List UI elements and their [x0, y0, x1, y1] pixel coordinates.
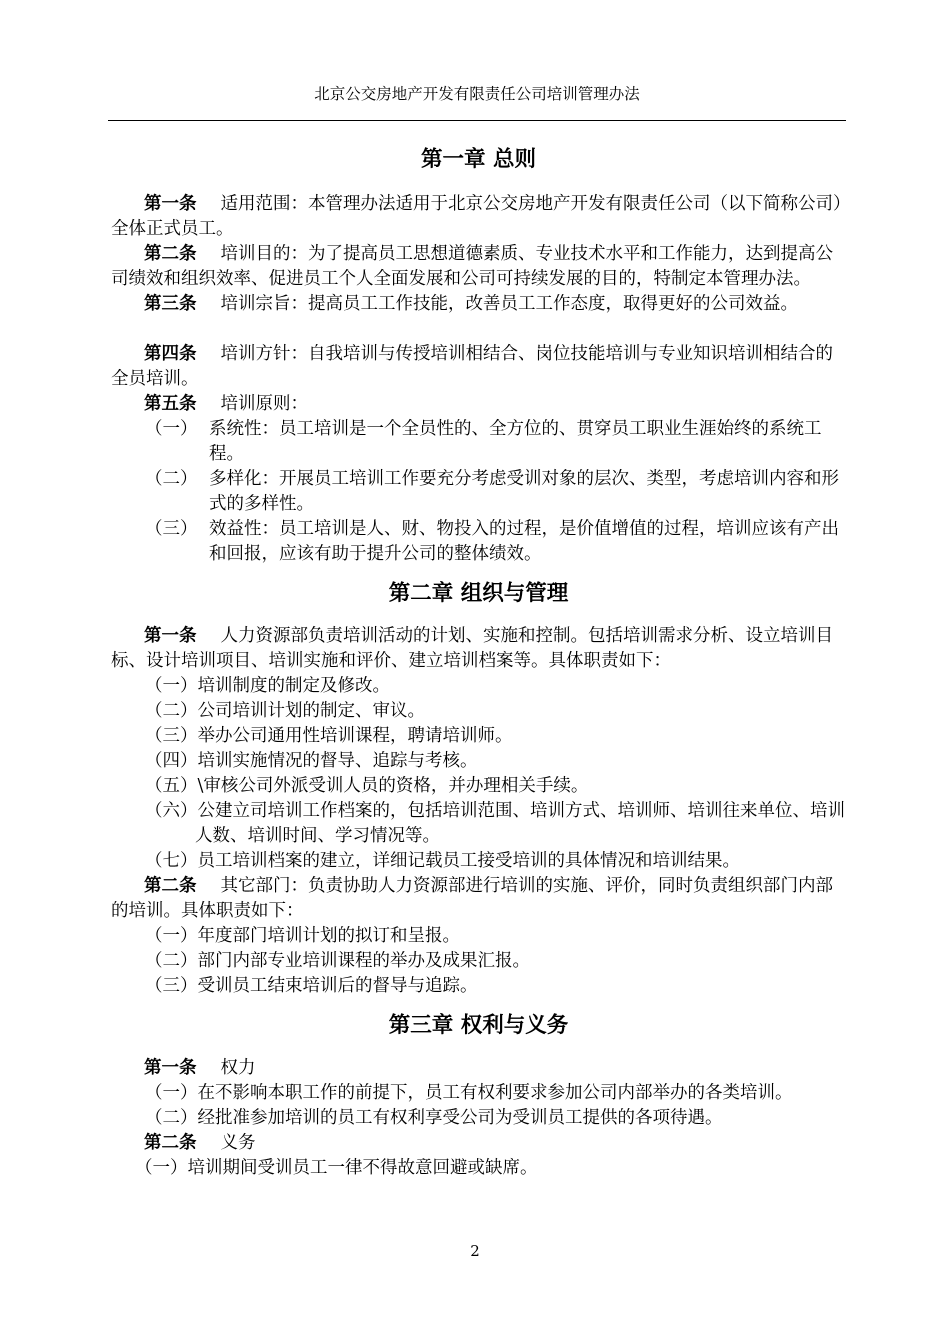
article-text: 培训原则：	[220, 394, 308, 414]
article-text: 适用范围：本管理办法适用于北京公交房地产开发有限责任公司（以下简称公司）全体正式员工。	[111, 194, 842, 239]
article-label: 第一条	[144, 626, 197, 646]
article-text: 人力资源部负责培训活动的计划、实施和控制。包括培训需求分析、设立培训目标、设计培训项目、培训实施和评价、建立培训档案等。具体职责如下：	[111, 626, 833, 671]
item-number: （一）	[145, 419, 198, 439]
duty-item: （六）公建立司培训工作档案的，包括培训范围、培训方式、培训师、培训往来单位、培训人数、培训时间、学习情况等。	[145, 801, 845, 846]
principle-item-1	[111, 417, 846, 467]
chapter-1-article-2	[111, 242, 846, 292]
duty-item: （五）\审核公司外派受训人员的资格，并办理相关手续。	[145, 776, 589, 796]
duty-item: （一）年度部门培训计划的拟订和呈报。	[145, 926, 460, 946]
duty-item: （七）员工培训档案的建立，详细记载员工接受培训的具体情况和培训结果。	[145, 851, 740, 871]
article-text: 义务	[220, 1133, 256, 1153]
principle-item-2	[111, 467, 846, 517]
duty-item: （四）培训实施情况的督导、追踪与考核。	[145, 751, 478, 771]
chapter-3-article-2	[111, 1131, 846, 1156]
item-number: （二）	[145, 469, 198, 489]
duty-item: （三）受训员工结束培训后的督导与追踪。	[145, 976, 478, 996]
chapter-2-title: 第二章 组织与管理	[388, 581, 569, 606]
duty-item: （二）公司培训计划的制定、审议。	[145, 701, 425, 721]
article-label: 第三条	[144, 294, 197, 314]
chapter-1-article-5	[111, 392, 846, 417]
article-label: 第二条	[144, 876, 197, 896]
duty-item: （一）培训制度的制定及修改。	[145, 676, 390, 696]
article-text: 培训目的：为了提高员工思想道德素质、专业技术水平和工作能力，达到提高公司绩效和组织效率、促进员工个人全面发展和公司可持续发展的目的，特制定本管理办法。	[111, 244, 833, 289]
article-text: 培训方针：自我培训与传授培训相结合、岗位技能培训与专业知识培训相结合的全员培训。	[111, 344, 833, 389]
spacer	[111, 317, 846, 342]
article-label: 第一条	[144, 194, 197, 214]
item-text: 系统性：员工培训是一个全员性的、全方位的、贯穿员工职业生涯始终的系统工程。	[209, 419, 822, 464]
article-label: 第二条	[144, 244, 197, 264]
page-number: 2	[470, 1242, 480, 1260]
duty-item: （二）部门内部专业培训课程的举办及成果汇报。	[145, 951, 530, 971]
article-text: 其它部门：负责协助人力资源部进行培训的实施、评价，同时负责组织部门内部的培训。具体职责如下：	[111, 876, 833, 921]
chapter-1-article-3	[111, 292, 846, 317]
chapter-1-title: 第一章 总则	[421, 147, 536, 172]
document-body	[111, 143, 846, 1181]
obligation-item: （一）培训期间受训员工一律不得故意回避或缺席。	[135, 1158, 538, 1178]
article-label: 第五条	[144, 394, 197, 414]
chapter-1-article-1	[111, 192, 846, 242]
item-text: 多样化：开展员工培训工作要充分考虑受训对象的层次、类型，考虑培训内容和形式的多样性。	[209, 469, 839, 514]
principle-item-3	[111, 517, 846, 567]
item-text: 效益性：员工培训是人、财、物投入的过程，是价值增值的过程，培训应该有产出和回报，应该有助于提升公司的整体绩效。	[209, 519, 839, 564]
page-header: 北京公交房地产开发有限责任公司培训管理办法	[314, 85, 640, 103]
chapter-2-article-1	[111, 624, 846, 674]
article-text: 权力	[220, 1058, 256, 1078]
article-label: 第二条	[144, 1133, 197, 1153]
chapter-3-title: 第三章 权利与义务	[388, 1013, 569, 1038]
right-item: （二）经批准参加培训的员工有权利享受公司为受训员工提供的各项待遇。	[145, 1108, 723, 1128]
chapter-3-article-1	[111, 1056, 846, 1081]
article-label: 第四条	[144, 344, 197, 364]
right-item: （一）在不影响本职工作的前提下，员工有权利要求参加公司内部举办的各类培训。	[145, 1083, 793, 1103]
chapter-2-article-2	[111, 874, 846, 924]
article-label: 第一条	[144, 1058, 197, 1078]
item-number: （三）	[145, 519, 198, 539]
article-text: 培训宗旨：提高员工工作技能，改善员工工作态度，取得更好的公司效益。	[220, 294, 798, 314]
duty-item: （三）举办公司通用性培训课程，聘请培训师。	[145, 726, 513, 746]
chapter-1-article-4	[111, 342, 846, 392]
header-divider	[108, 120, 846, 121]
